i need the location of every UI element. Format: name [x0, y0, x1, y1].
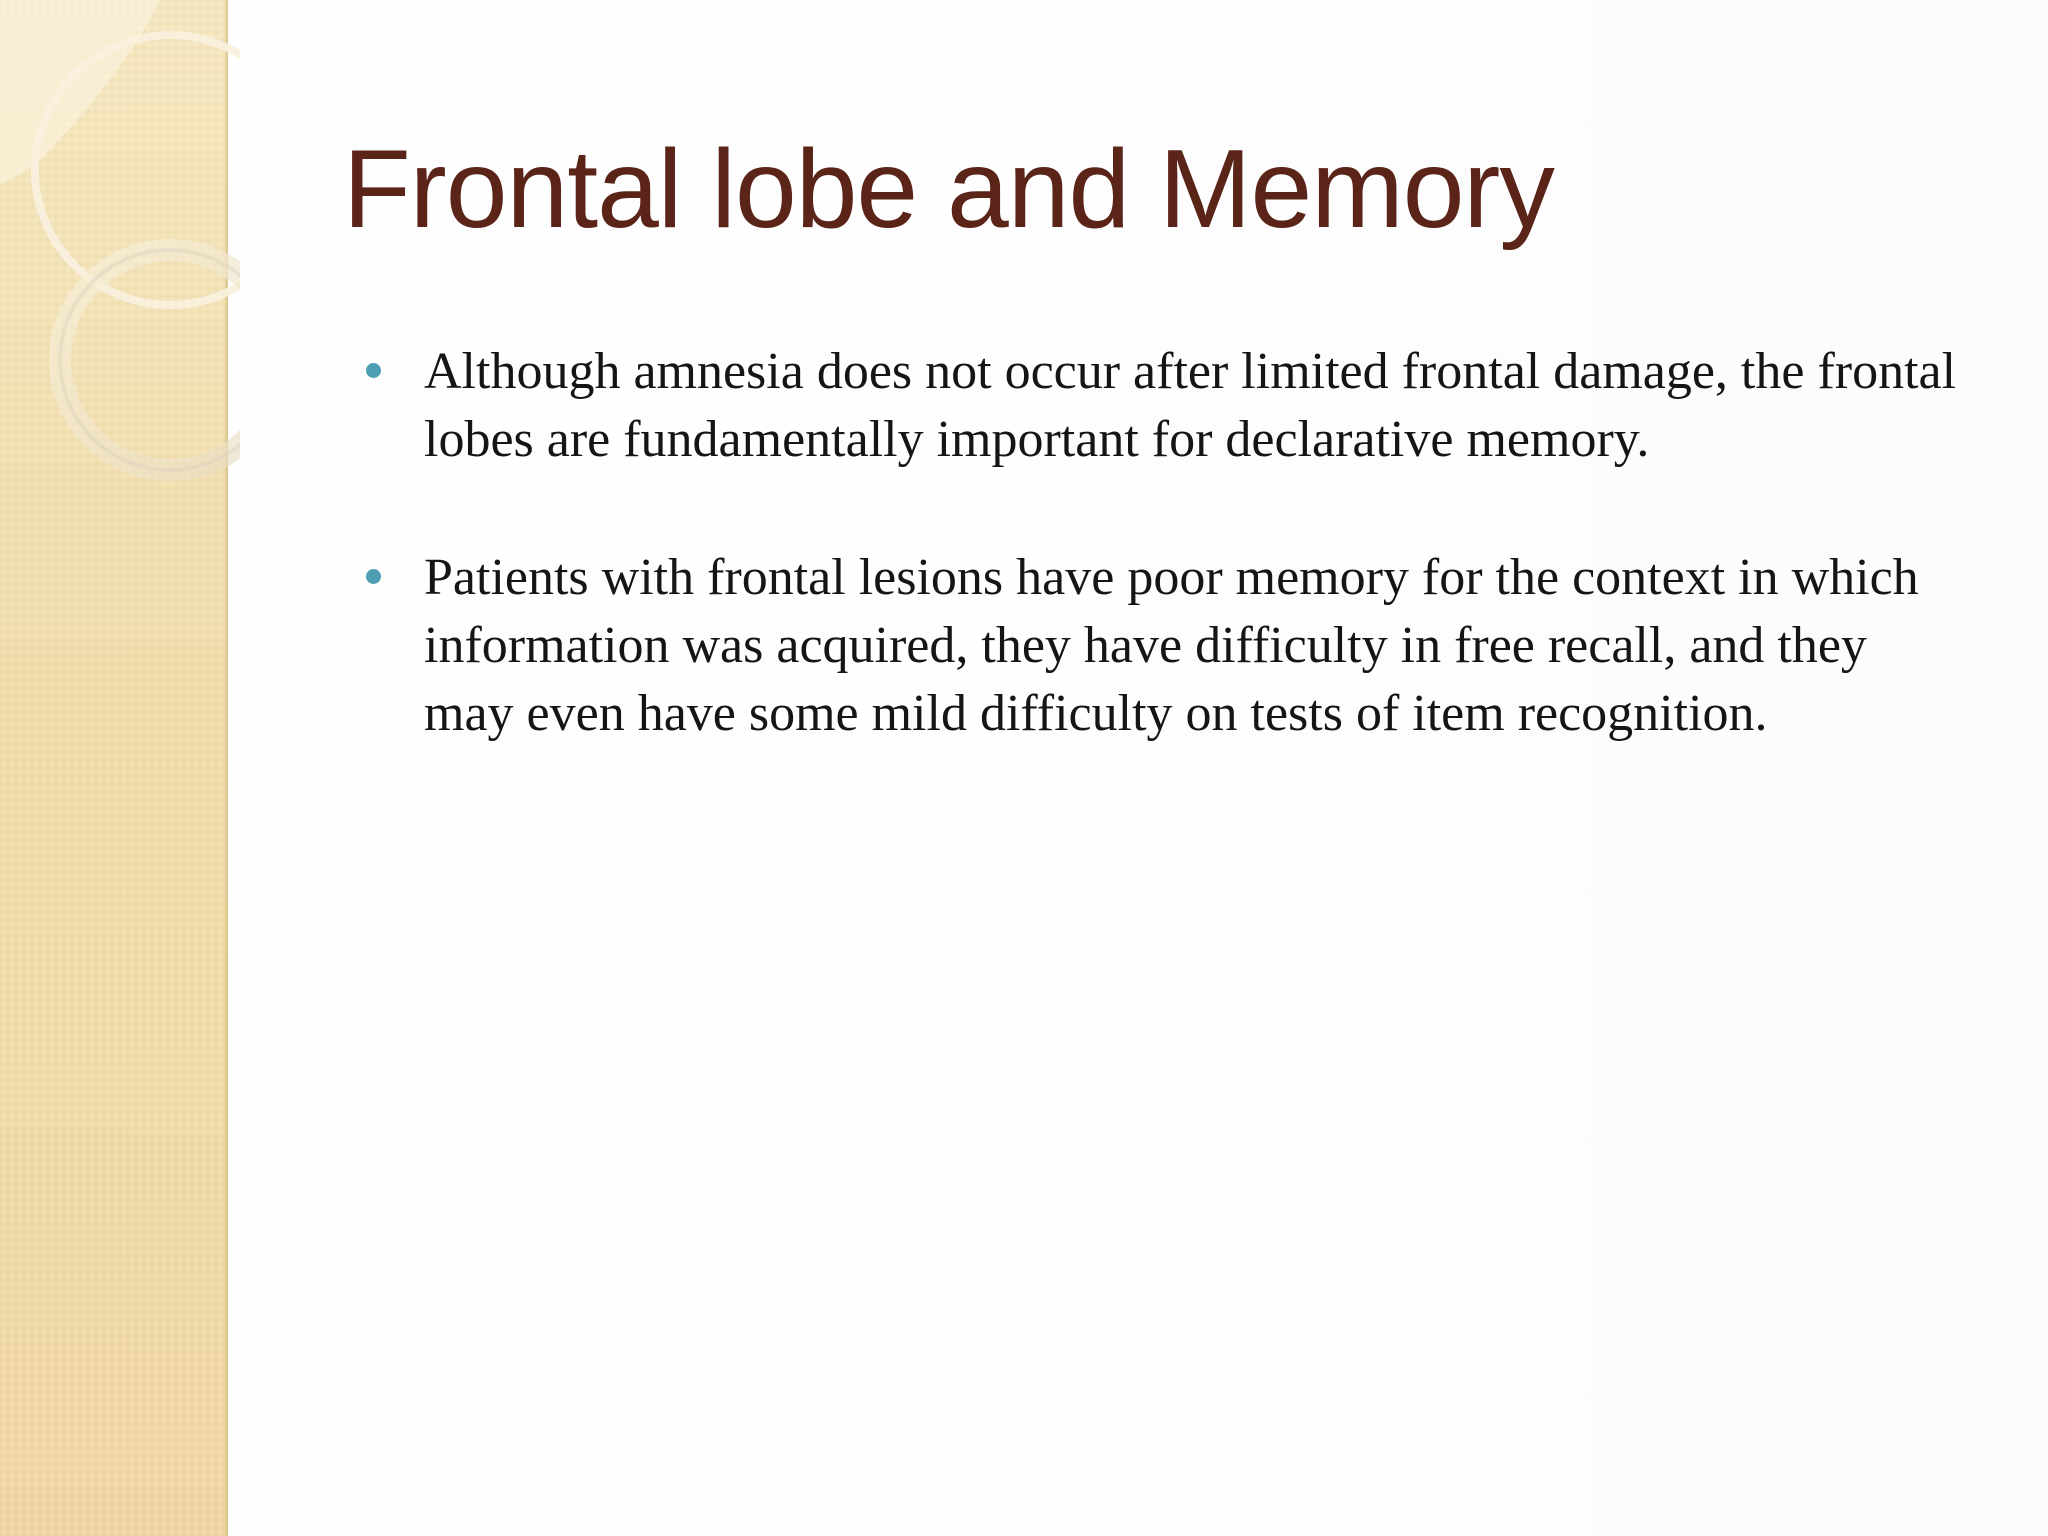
- bullet-text: Although amnesia does not occur after limited frontal damage, the frontal lobes are fundamentally important for declarative memory.: [424, 343, 1957, 468]
- bullet-list: [360, 338, 1960, 818]
- middle-ring: [60, 250, 240, 470]
- slide-title: Frontal lobe and Memory: [343, 127, 1554, 251]
- bullet-item: [360, 544, 1960, 748]
- bullet-icon: [366, 569, 381, 584]
- decorative-rings: [0, 0, 240, 520]
- bullet-item: [360, 338, 1960, 474]
- bullet-icon: [366, 363, 381, 378]
- corner-highlight-shape: [0, 0, 160, 184]
- bullet-text: Patients with frontal lesions have poor memory for the context in which information was acquired, they have difficulty in free recall, and they may even have some mild difficulty on tests of item recognition.: [424, 549, 1919, 742]
